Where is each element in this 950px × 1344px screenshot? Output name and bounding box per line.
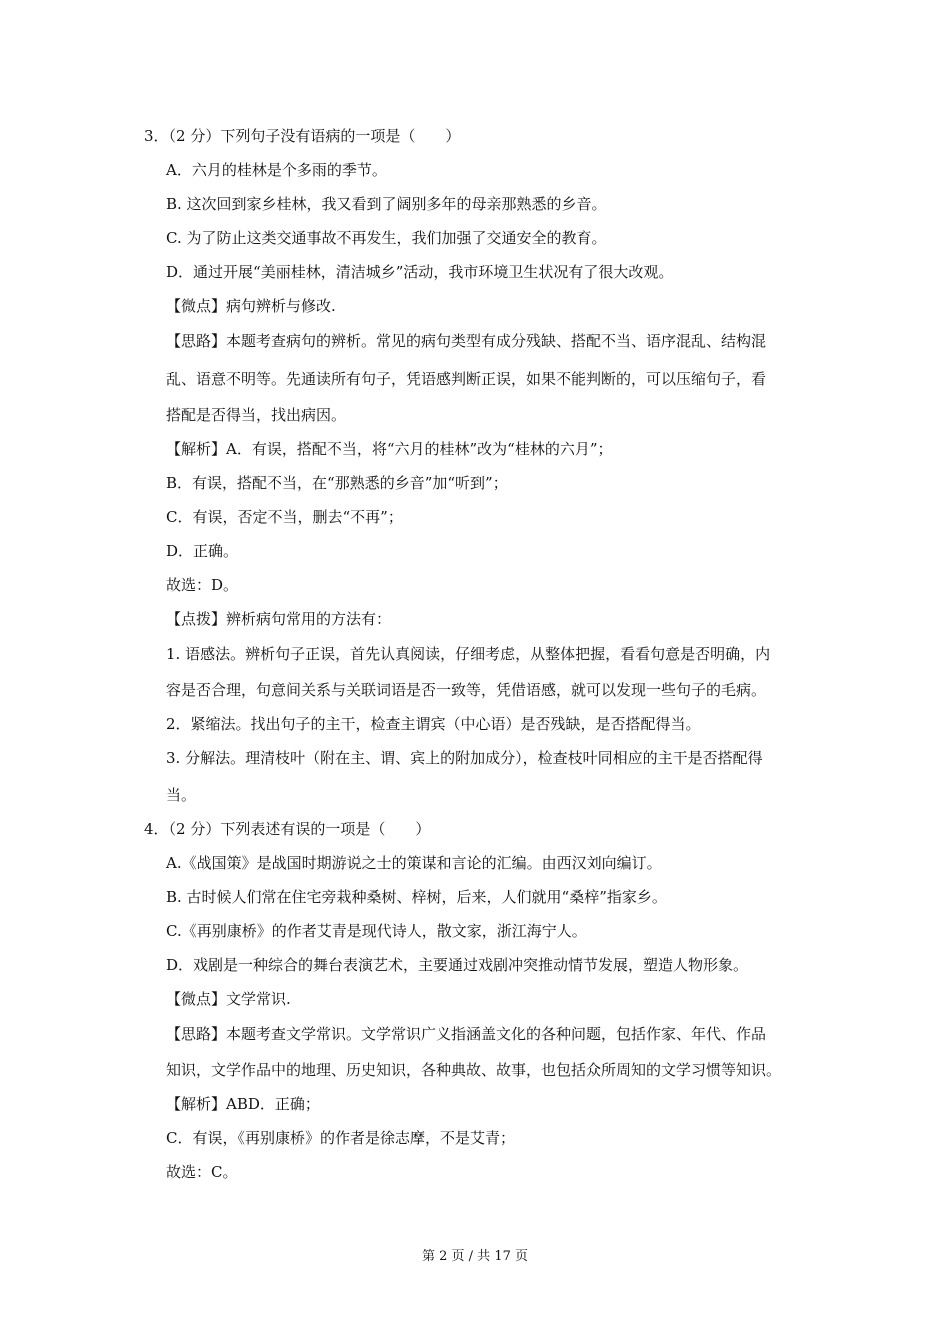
question-3-silu-line-2: 乱、语意不明等。先通读所有句子，凭语感判断正误，如果不能判断的，可以压缩句子，看 bbox=[166, 370, 767, 388]
question-3-silu-line-1: 【思路】本题考查病句的辨析。常见的病句类型有成分残缺、搭配不当、语序混乱、结构混 bbox=[166, 332, 767, 350]
question-4-option-d: D．戏剧是一种综合的舞台表演艺术，主要通过戏剧冲突推动情节发展，塑造人物形象。 bbox=[166, 956, 749, 974]
question-3-jiexi-line-5: 故选：D。 bbox=[166, 576, 239, 594]
question-4-option-a: A.《战国策》是战国时期游说之士的策谋和言论的汇编。由西汉刘向编订。 bbox=[166, 854, 662, 872]
question-3-silu-line-3: 搭配是否得当，找出病因。 bbox=[166, 406, 347, 424]
question-3-dianbo-line-4: 2．紧缩法。找出句子的主干，检查主谓宾（中心语）是否残缺，是否搭配得当。 bbox=[166, 715, 701, 733]
question-3-jiexi-line-2: B．有误，搭配不当，在“那熟悉的乡音”加“听到”； bbox=[166, 474, 508, 492]
question-3-dianbo-line-3: 容是否合理，句意间关系与关联词语是否一致等，凭借语感，就可以发现一些句子的毛病。 bbox=[166, 681, 767, 699]
question-4-option-c: C.《再别康桥》的作者艾青是现代诗人，散文家，浙江海宁人。 bbox=[166, 922, 587, 940]
question-3-dianbo-line-6: 当。 bbox=[166, 786, 197, 804]
question-3-dianbo-line-2: 1. 语感法。辨析句子正误，首先认真阅读，仔细考虑，从整体把握，看看句意是否明确，内 bbox=[166, 645, 771, 663]
question-3-dianbo-line-5: 3. 分解法。理清枝叶（附在主、谓、宾上的附加成分），检查枝叶同相应的主干是否搭配得 bbox=[166, 749, 763, 767]
question-3-option-c: C. 为了防止这类交通事故不再发生，我们加强了交通安全的教育。 bbox=[166, 229, 607, 247]
question-4-weidian: 【微点】文学常识. bbox=[166, 990, 291, 1008]
question-3-stem: 3．（2 分）下列句子没有语病的一项是（ ） bbox=[144, 127, 461, 145]
question-4-option-b: B. 古时候人们常在住宅旁栽种桑树、梓树，后来，人们就用“桑梓”指家乡。 bbox=[166, 888, 667, 906]
question-3-option-a: A．六月的桂林是个多雨的季节。 bbox=[166, 161, 387, 179]
question-3-dianbo-line-1: 【点拨】辨析病句常用的方法有： bbox=[166, 610, 392, 628]
question-3-jiexi-line-3: C．有误，否定不当，删去“不再”； bbox=[166, 508, 403, 526]
question-4-silu-line-2: 知识，文学作品中的地理、历史知识，各种典故、故事，也包括众所周知的文学习惯等知识。 bbox=[166, 1061, 782, 1079]
question-4-jiexi-line-1: 【解析】ABD．正确； bbox=[166, 1095, 320, 1113]
question-3-option-b: B. 这次回到家乡桂林，我又看到了阔别多年的母亲那熟悉的乡音。 bbox=[166, 195, 607, 213]
question-4-jiexi-line-3: 故选：C。 bbox=[166, 1163, 238, 1181]
question-4-jiexi-line-2: C．有误，《再别康桥》的作者是徐志摩，不是艾青； bbox=[166, 1129, 515, 1147]
question-4-silu-line-1: 【思路】本题考查文学常识。文学常识广义指涵盖文化的各种问题，包括作家、年代、作品 bbox=[166, 1025, 767, 1043]
question-3-jiexi-line-4: D．正确。 bbox=[166, 542, 239, 560]
question-3-jiexi-line-1: 【解析】A．有误，搭配不当，将“六月的桂林”改为“桂林的六月”； bbox=[166, 440, 613, 458]
page-footer: 第 2 页 / 共 17 页 bbox=[422, 1249, 528, 1264]
question-4-stem: 4．（2 分）下列表述有误的一项是（ ） bbox=[144, 820, 431, 838]
question-3-option-d: D．通过开展“美丽桂林，清洁城乡”活动，我市环境卫生状况有了很大改观。 bbox=[166, 263, 674, 281]
question-3-weidian: 【微点】病句辨析与修改. bbox=[166, 297, 336, 315]
